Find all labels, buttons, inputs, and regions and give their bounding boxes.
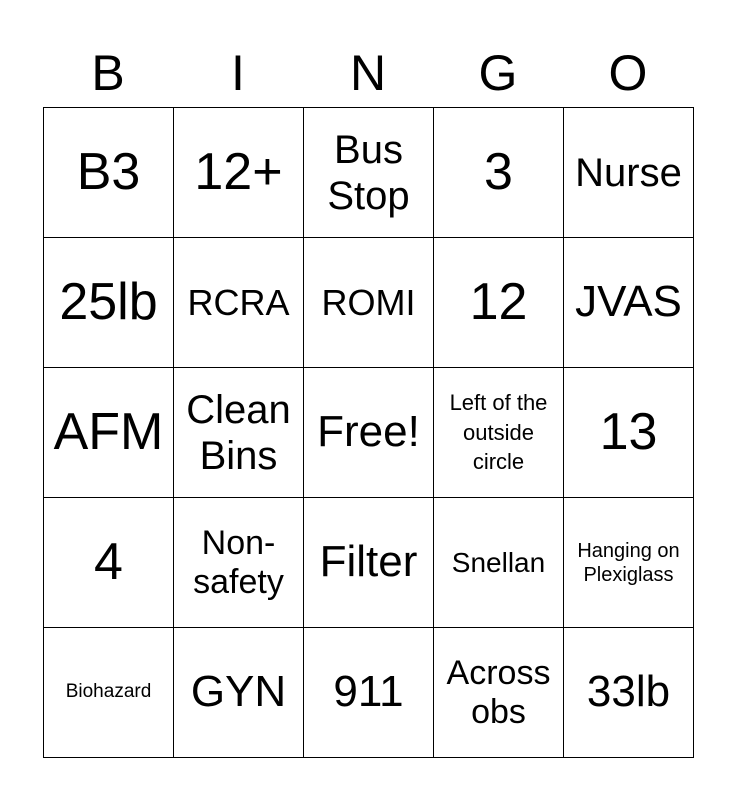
- cell-text: Snellan: [451, 546, 546, 578]
- bingo-cell-r3-c3[interactable]: [304, 368, 434, 498]
- cell-text: Biohazard: [65, 681, 152, 703]
- cell-text: ROMI: [321, 281, 416, 323]
- cell-text: GYN: [190, 667, 287, 717]
- bingo-cell-r3-c2[interactable]: [174, 368, 304, 498]
- cell-text: Bus Stop: [327, 127, 410, 218]
- cell-text: AFM: [53, 402, 164, 461]
- header-letter-b: B: [91, 45, 125, 101]
- bingo-cell-r2-c3[interactable]: [304, 238, 434, 368]
- cell-text: Hanging on Plexiglass: [577, 539, 680, 586]
- bingo-cell-r2-c1[interactable]: [44, 238, 174, 368]
- bingo-cell-r5-c5[interactable]: [564, 628, 694, 758]
- bingo-cell-r3-c5[interactable]: [564, 368, 694, 498]
- bingo-cell-r4-c5[interactable]: [564, 498, 694, 628]
- cell-text: 12: [469, 272, 528, 331]
- cell-text: Clean Bins: [186, 387, 291, 478]
- cell-text: Across obs: [446, 654, 551, 731]
- cell-text: 3: [484, 142, 513, 201]
- bingo-cell-r4-c4[interactable]: [434, 498, 564, 628]
- header-letter-i: I: [231, 45, 245, 101]
- bingo-cell-r5-c1[interactable]: [44, 628, 174, 758]
- header-letter-n: N: [349, 45, 387, 101]
- cell-text: 33lb: [586, 667, 671, 717]
- bingo-cell-r5-c2[interactable]: [174, 628, 304, 758]
- header-letter-g: G: [478, 45, 518, 101]
- cell-text: 25lb: [59, 272, 158, 331]
- bingo-cell-r1-c1[interactable]: [44, 108, 174, 238]
- bingo-cell-r1-c4[interactable]: [434, 108, 564, 238]
- bingo-cell-r5-c4[interactable]: [434, 628, 564, 758]
- bingo-cell-r4-c1[interactable]: [44, 498, 174, 628]
- bingo-cell-r3-c1[interactable]: [44, 368, 174, 498]
- bingo-cell-r5-c3[interactable]: [304, 628, 434, 758]
- cell-text: 4: [94, 532, 123, 591]
- cell-text: Filter: [319, 537, 418, 587]
- cell-text: Nurse: [575, 150, 682, 195]
- cell-text: Left of the outside circle: [449, 389, 548, 475]
- bingo-cell-r1-c3[interactable]: [304, 108, 434, 238]
- cell-text: Free!: [317, 407, 420, 457]
- bingo-cell-r3-c4[interactable]: [434, 368, 564, 498]
- bingo-cell-r4-c2[interactable]: [174, 498, 304, 628]
- bingo-cell-r2-c2[interactable]: [174, 238, 304, 368]
- header-letter-o: O: [608, 45, 648, 101]
- cell-text: RCRA: [187, 281, 290, 323]
- bingo-cell-r1-c2[interactable]: [174, 108, 304, 238]
- bingo-board: [43, 107, 694, 758]
- bingo-cell-r1-c5[interactable]: [564, 108, 694, 238]
- cell-text: 13: [599, 402, 658, 461]
- bingo-header: [43, 38, 693, 108]
- cell-text: 911: [333, 667, 404, 717]
- cell-text: JVAS: [575, 277, 682, 327]
- cell-text: 12+: [194, 142, 283, 201]
- bingo-cell-r2-c4[interactable]: [434, 238, 564, 368]
- cell-text: B3: [76, 142, 141, 201]
- bingo-cell-r2-c5[interactable]: [564, 238, 694, 368]
- cell-text: Non-safety: [193, 524, 284, 601]
- bingo-cell-r4-c3[interactable]: [304, 498, 434, 628]
